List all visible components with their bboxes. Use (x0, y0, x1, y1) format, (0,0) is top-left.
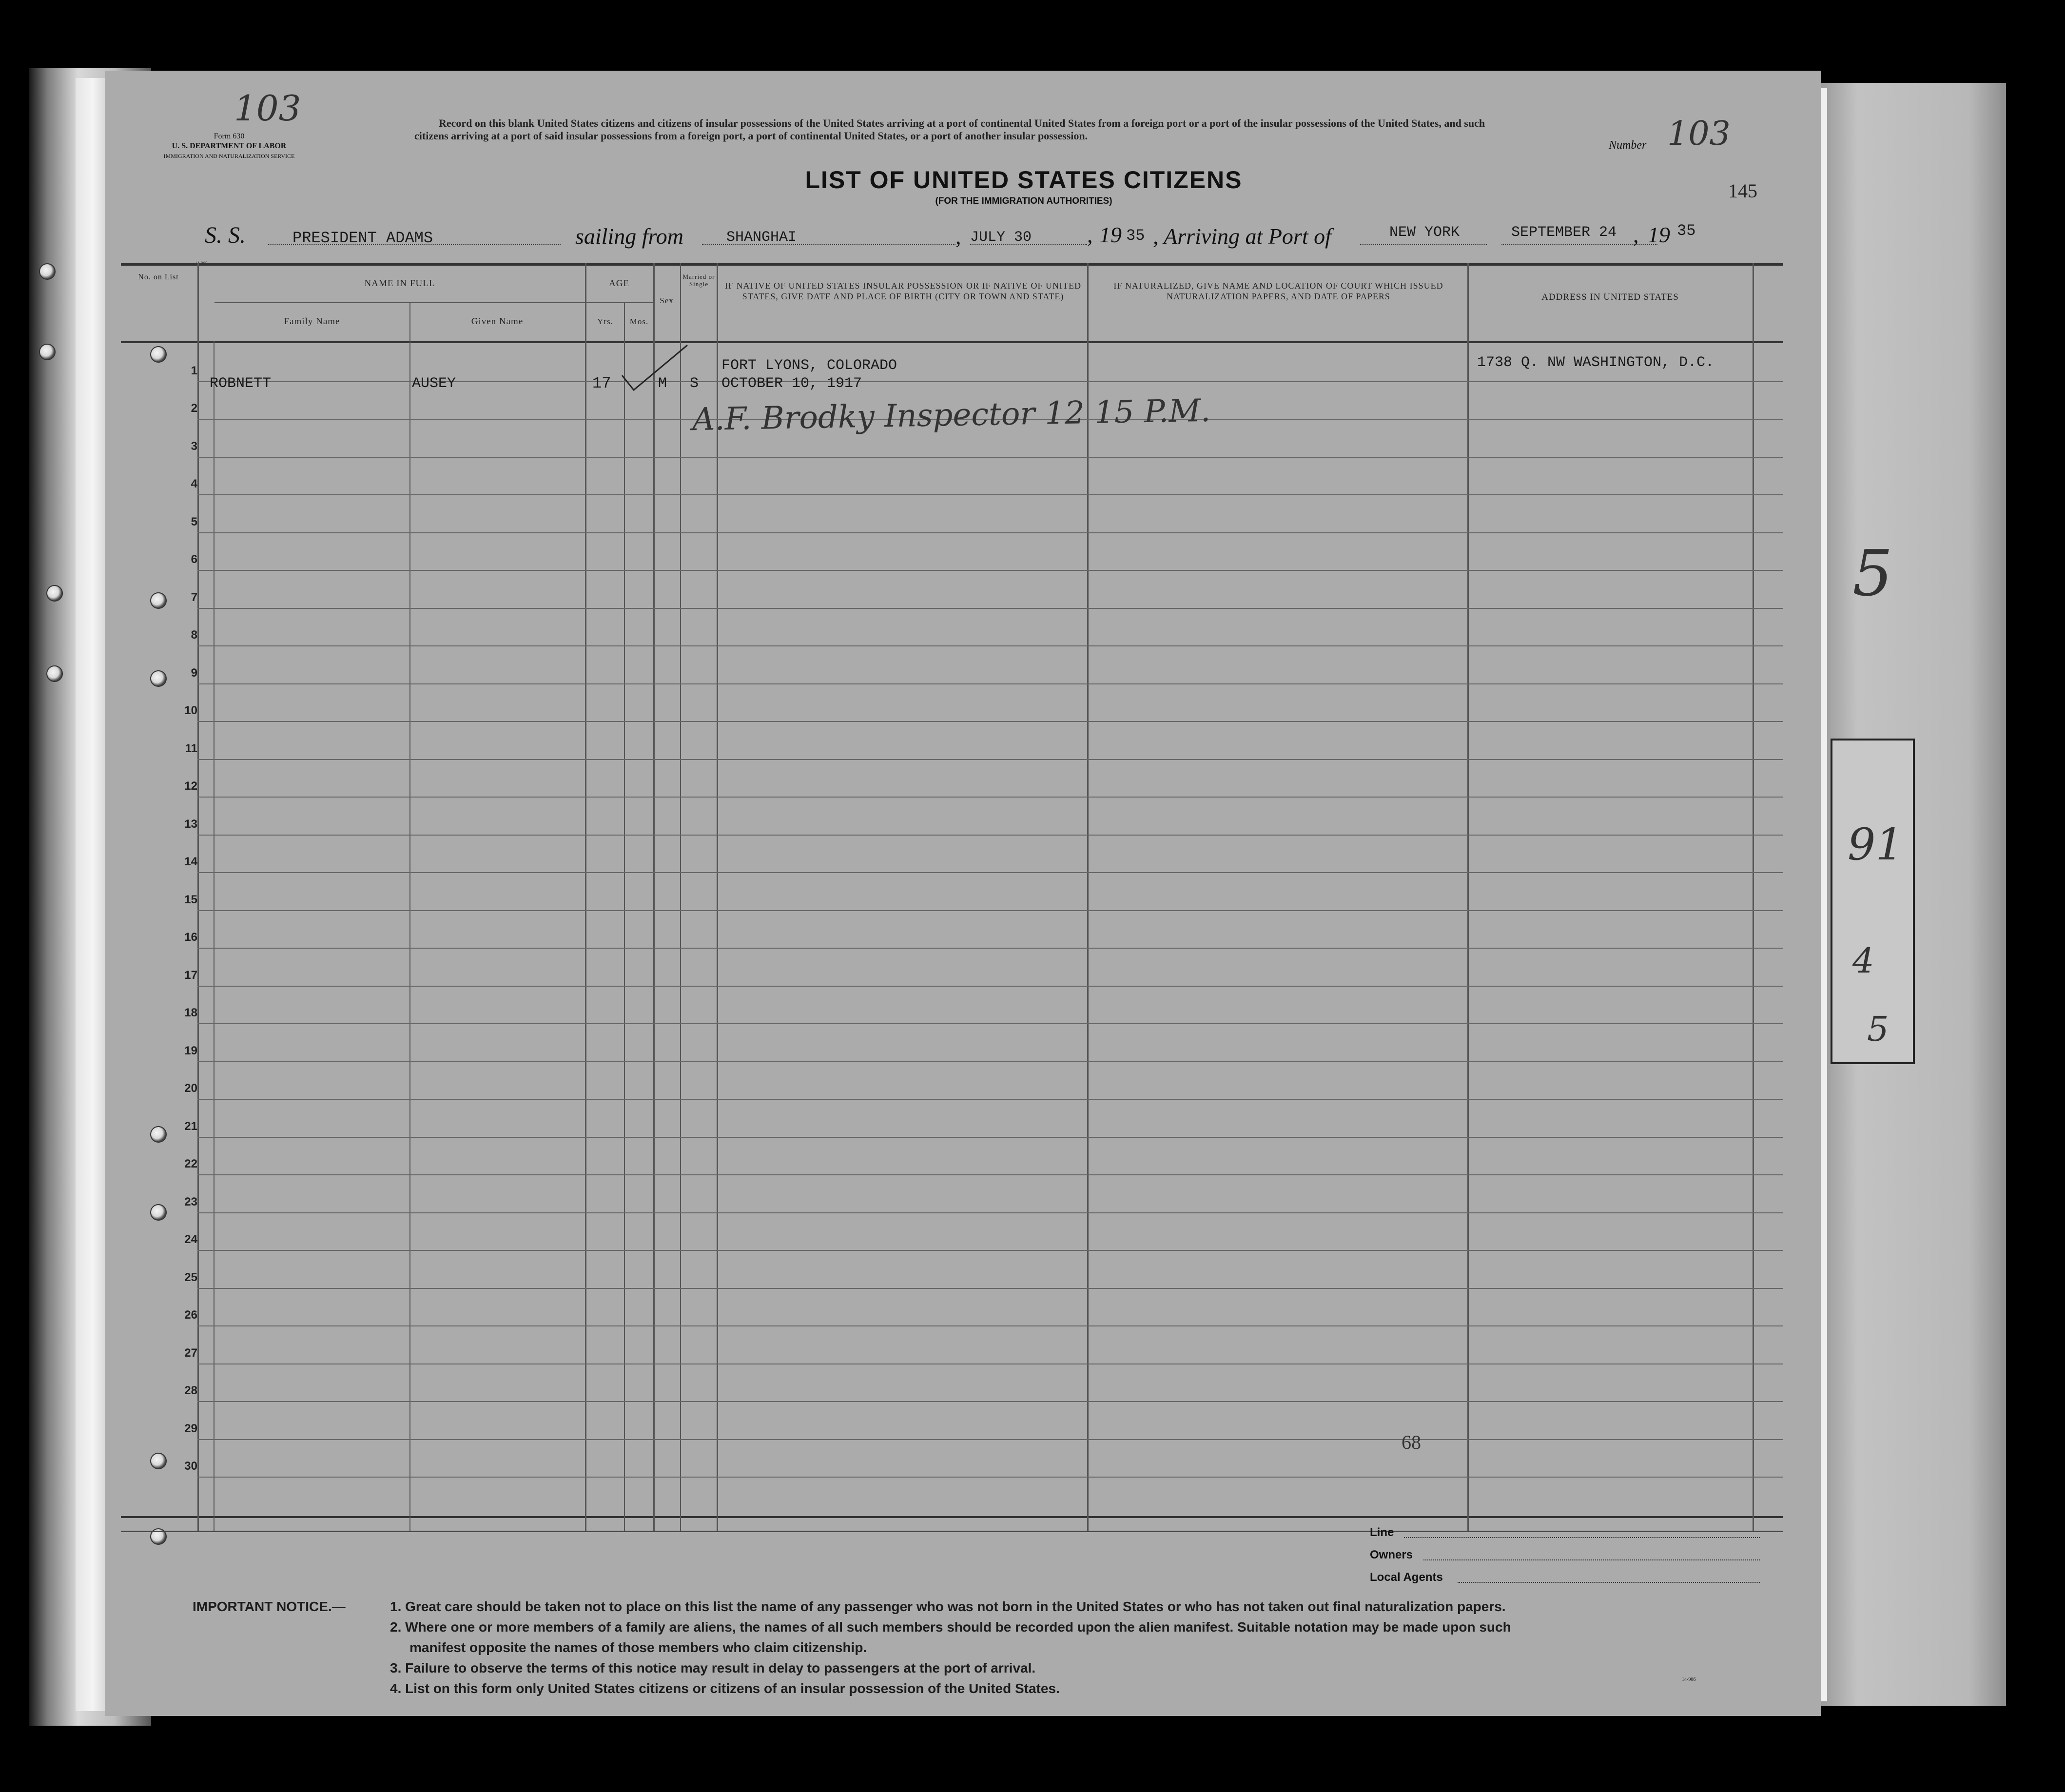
row-rule (197, 457, 1783, 458)
form-id-block (146, 132, 312, 161)
row-number: 3 (191, 439, 197, 453)
row-number: 27 (184, 1346, 197, 1360)
row-number: 2 (191, 402, 197, 415)
row-number: 30 (184, 1460, 197, 1473)
form-number: Form 630 (214, 132, 245, 140)
local-agents-label: Local Agents (1370, 1571, 1443, 1584)
col-divider (197, 263, 199, 1531)
col-header-name: NAME IN FULL (364, 278, 435, 289)
row-number: 25 (184, 1270, 197, 1284)
row-number: 22 (184, 1157, 197, 1170)
binder-hole (150, 670, 167, 687)
col-header-sex: Sex (660, 296, 674, 305)
row-1-sex: M (658, 375, 667, 392)
row-number: 16 (184, 931, 197, 944)
form-instructions: Record on this blank United States citizens and citizens of insular possessions of the United States arriving at a port of continental United States from a foreign port or a port of the insular possessions of the United States, and such citizens arriving at a port of said insular possessions from a foreign port, a port of continental United States, or a port of another insular possession. (414, 117, 1485, 142)
important-notice (390, 1597, 1779, 1699)
list-number: 103 (1667, 115, 1731, 153)
arrival-port: NEW YORK (1389, 224, 1460, 241)
name-subheader-rule (214, 302, 585, 303)
corner-handwritten-number: 103 (234, 88, 301, 129)
stamp-number: 68 (1402, 1431, 1421, 1453)
col-header-given: Given Name (471, 316, 524, 327)
arriving-label: , Arriving at Port of (1153, 224, 1331, 249)
underlying-mark: 91 (1848, 819, 1904, 870)
binder-hole (150, 1126, 167, 1143)
binder-hole (39, 344, 56, 360)
col-header-naturalized: IF NATURALIZED, GIVE NAME AND LOCATION OF COURT WHICH ISSUED NATURALIZATION PAPERS, AND DATE OF PAPERS (1113, 281, 1443, 301)
binder-hole (150, 1453, 167, 1469)
row-number: 8 (191, 628, 197, 642)
number-label: Number (1609, 139, 1647, 152)
depart-year-prefix: 19 (1099, 222, 1122, 247)
ss-label: S. S. (205, 222, 246, 248)
row-rule (197, 1023, 1783, 1024)
row-number: 4 (191, 477, 197, 490)
binder-hole (39, 263, 56, 280)
row-rule (197, 645, 1783, 646)
row-rule (197, 494, 1783, 495)
binder-hole (46, 585, 63, 602)
depart-year: 35 (1126, 227, 1145, 245)
table-footer-rule (121, 1531, 1783, 1532)
col-divider (1467, 263, 1469, 1531)
row-rule (197, 1325, 1783, 1326)
ship-name: PRESIDENT ADAMS (292, 229, 433, 247)
age-subheader-rule (586, 302, 653, 303)
owners-label: Owners (1370, 1548, 1413, 1561)
depart-date: JULY 30 (970, 229, 1032, 246)
page-title: LIST OF UNITED STATES CITIZENS (805, 166, 1243, 194)
row-1-given-name: AUSEY (412, 375, 456, 392)
col-divider (680, 263, 681, 1531)
row-rule (197, 986, 1783, 987)
col-header-no: No. on List (138, 273, 179, 281)
col-header-native: IF NATIVE OF UNITED STATES INSULAR POSSESSION OR IF NATIVE OF UNITED STATES, GIVE DATE AND PLACE OF BIRTH (CITY OR TOWN AND STATE) (724, 281, 1082, 301)
notice-item: 4. List on this form only United States citizens or citizens of an insular possession of the United States. (390, 1681, 1060, 1696)
row-rule (197, 1401, 1783, 1402)
page-number: 145 (1728, 180, 1757, 202)
row-rule (197, 797, 1783, 798)
row-number: 28 (184, 1384, 197, 1397)
row-number: 5 (191, 515, 197, 528)
notice-item: 3. Failure to observe the terms of this notice may result in delay to passengers at the port of arrival. (390, 1660, 1036, 1675)
row-1-marital-status: S (690, 375, 699, 392)
row-rule (197, 872, 1783, 873)
underlying-mark: 4 (1852, 941, 1874, 981)
col-divider (653, 263, 655, 1531)
arrival-port-underline (1360, 244, 1487, 245)
row-rule (197, 1250, 1783, 1251)
arrival-year: 35 (1677, 222, 1696, 240)
binder-hole (150, 346, 167, 363)
row-number: 19 (184, 1044, 197, 1057)
comma: , (955, 224, 961, 249)
row-1-birth-place: FORT LYONS, COLORADO (721, 357, 897, 374)
row-rule (197, 683, 1783, 684)
col-divider (1087, 263, 1089, 1531)
row-number: 10 (184, 704, 197, 717)
row-rule (197, 948, 1783, 949)
notice-item: manifest opposite the names of those members who claim citizenship. (409, 1640, 867, 1655)
notice-item: 1. Great care should be taken not to place on this list the name of any passenger who was not born in the United States or who has not taken out final naturalization papers. (390, 1599, 1506, 1614)
row-number: 11 (185, 741, 197, 755)
page-subtitle: (FOR THE IMMIGRATION AUTHORITIES) (935, 196, 1112, 206)
row-rule (197, 1439, 1783, 1440)
row-rule (197, 532, 1783, 533)
row-number: 9 (191, 666, 197, 680)
arriving-label-text: Arriving at Port of (1164, 224, 1331, 249)
row-number: 12 (184, 779, 197, 793)
sailing-label: sailing from (575, 224, 683, 249)
col-divider (624, 302, 625, 1531)
row-number: 13 (184, 817, 197, 831)
col-header-mos: Mos. (629, 317, 649, 326)
col-header-address: ADDRESS IN UNITED STATES (1541, 292, 1679, 302)
col-divider (1753, 263, 1754, 1531)
col-divider (717, 263, 718, 1531)
row-rule (197, 835, 1783, 836)
bottom-code: 14-906 (1682, 1677, 1696, 1682)
row-rule (197, 1288, 1783, 1289)
row-rule (197, 910, 1783, 911)
col-divider (409, 302, 410, 1531)
owners-underline (1423, 1559, 1760, 1560)
checkmark-icon (619, 341, 692, 395)
row-rule (197, 608, 1783, 609)
comma: , (1087, 222, 1093, 247)
row-rule (197, 570, 1783, 571)
row-1-age-years: 17 (592, 374, 611, 392)
local-agents-underline (1458, 1582, 1760, 1583)
underlying-mark: 5 (1867, 1009, 1889, 1049)
line-label: Line (1370, 1526, 1394, 1539)
row-number: 26 (184, 1308, 197, 1322)
row-number: 29 (184, 1422, 197, 1435)
col-header-married: Married or Single (682, 273, 715, 288)
from-port: SHANGHAI (726, 229, 797, 246)
row-rule (197, 759, 1783, 760)
row-rule (197, 1174, 1783, 1175)
row-rule (197, 1137, 1783, 1138)
row-number: 7 (191, 590, 197, 604)
binder-hole (150, 1204, 167, 1221)
row-number: 14 (184, 855, 197, 868)
department-name: U. S. DEPARTMENT OF LABOR (172, 142, 287, 150)
binder-hole (150, 592, 167, 609)
service-name: IMMIGRATION AND NATURALIZATION SERVICE (163, 153, 295, 159)
underlying-mark: 5 (1852, 536, 1893, 610)
row-number: 15 (184, 893, 197, 906)
row-rule (197, 1099, 1783, 1100)
row-rule (197, 721, 1783, 722)
notice-label: IMPORTANT NOTICE.— (193, 1599, 346, 1614)
col-divider (585, 263, 586, 1531)
row-rule (197, 1212, 1783, 1213)
row-number: 18 (184, 1006, 197, 1019)
row-number: 21 (184, 1119, 197, 1133)
binder-hole (46, 665, 63, 682)
row-rule (197, 1363, 1783, 1364)
row-number: 24 (184, 1233, 197, 1246)
table-header-rule (121, 341, 1783, 343)
table-top-rule (121, 263, 1783, 266)
row-1-birth-date: OCTOBER 10, 1917 (721, 375, 862, 392)
line-underline (1404, 1537, 1760, 1538)
row-rule (197, 1477, 1783, 1478)
row-number: 6 (191, 553, 197, 566)
row-1-address: 1738 Q. NW WASHINGTON, D.C. (1477, 354, 1714, 371)
row-number: 1 (191, 364, 197, 377)
col-header-yrs: Yrs. (597, 317, 613, 326)
comma: , (1633, 222, 1639, 247)
col-header-age: AGE (608, 278, 630, 289)
col-header-family: Family Name (284, 316, 340, 327)
inspector-signature: A.F. Brodky Inspector 12 15 P.M. (692, 392, 1211, 438)
notice-item: 2. Where one or more members of a family are aliens, the names of all such members should be recorded upon the alien manifest. Suitable notation may be made upon such (390, 1619, 1511, 1635)
table-bottom-rule (121, 1516, 1783, 1518)
row-1-family-name: ROBNETT (210, 375, 272, 392)
row-number: 17 (184, 968, 197, 982)
row-rule (197, 1061, 1783, 1062)
arrival-year-prefix: 19 (1648, 222, 1670, 247)
arrival-date: SEPTEMBER 24 (1511, 224, 1617, 241)
row-number: 23 (184, 1195, 197, 1208)
row-number: 20 (184, 1082, 197, 1095)
